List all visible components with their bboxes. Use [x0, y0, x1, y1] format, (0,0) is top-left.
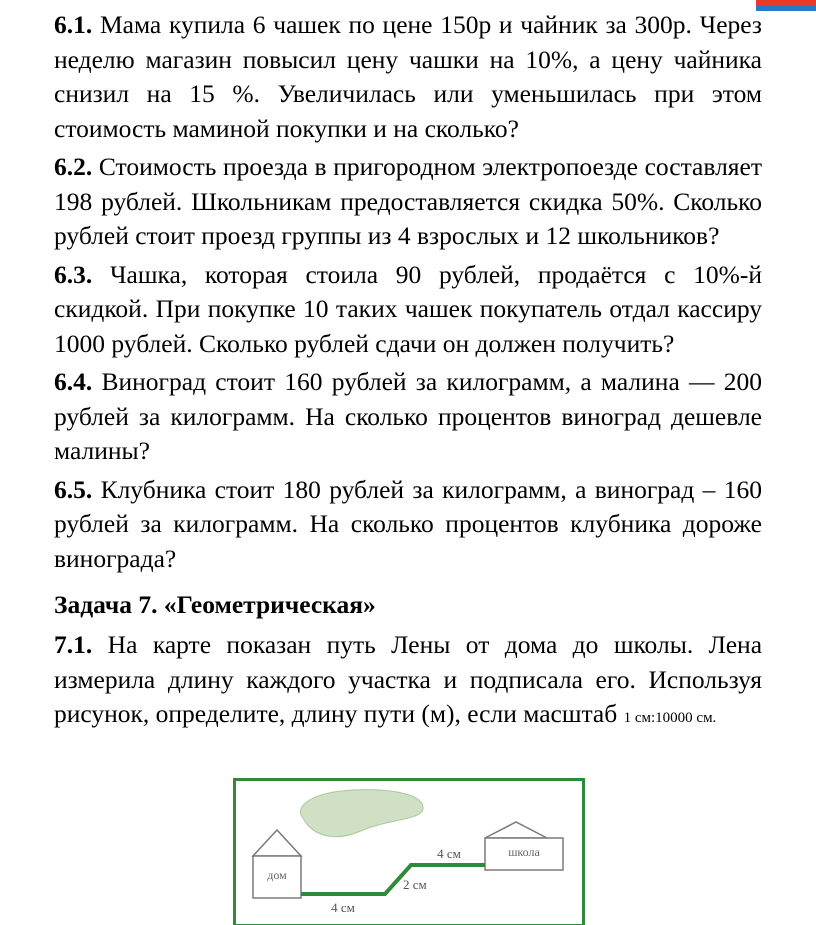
problem-number: 6.2. [54, 152, 93, 181]
problem-6-1 [54, 8, 762, 146]
problem-number: 6.1. [54, 10, 93, 39]
problem-number: 6.4. [54, 367, 93, 396]
problem-7-1 [54, 628, 762, 736]
problem-6-4 [54, 365, 762, 469]
problem-text: На карте показан путь Лены от дома до школы. Лена измерила длину каждого участка и подписала его. Используя рисунок, определите, длину пути (м), если масштаб [54, 630, 763, 728]
problem-text: Виноград стоит 160 рублей за килограмм, а малина — 200 рублей за килограмм. На сколько процентов виноград дешевле малины? [54, 367, 763, 465]
task-7-header: Задача 7. «Геометрическая» [54, 590, 376, 619]
house-label: дом [267, 868, 287, 882]
problem-number: 6.5. [54, 474, 93, 504]
segment-label-bottom: 4 см [331, 900, 355, 915]
segment-label-diagonal: 2 см [403, 877, 427, 892]
problem-text: Чашка, которая стоила 90 рублей, продаётся с 10%-й скидкой. При покупке 10 таких чашек покупатель отдал кассиру 1000 рублей. Сколько рублей сдачи он должен получить? [54, 259, 763, 358]
problem-text: Стоимость проезда в пригородном электропоезде составляет 198 рублей. Школьникам предоставляется скидка 50%. Сколько рублей стоит проезд группы из 4 взрослых и 12 школьников? [54, 152, 762, 250]
problem-6-2 [54, 150, 762, 254]
top-accent-blue [756, 6, 816, 11]
segment-label-top: 4 см [437, 846, 461, 861]
problem-text: Клубника стоит 180 рублей за килограмм, а виноград – 160 рублей за килограмм. На сколько процентов клубника дороже винограда? [54, 474, 762, 573]
document-content [54, 8, 762, 740]
scale-label: 1 см:10000 см. [623, 710, 717, 726]
problem-number: 6.3. [54, 259, 93, 289]
problem-number: 7.1. [54, 630, 93, 659]
map-figure [233, 778, 585, 925]
problem-6-3 [54, 258, 762, 362]
problem-6-5 [54, 473, 762, 577]
problem-text: Мама купила 6 чашек по цене 150р и чайник за 300р. Через неделю магазин повысил цену чашки на 10%, а цену чайника снизил на 15 %. Увеличилась или уменьшилась при этом стоимость маминой покупки и на сколько? [54, 10, 762, 143]
school-label: школа [508, 845, 540, 859]
